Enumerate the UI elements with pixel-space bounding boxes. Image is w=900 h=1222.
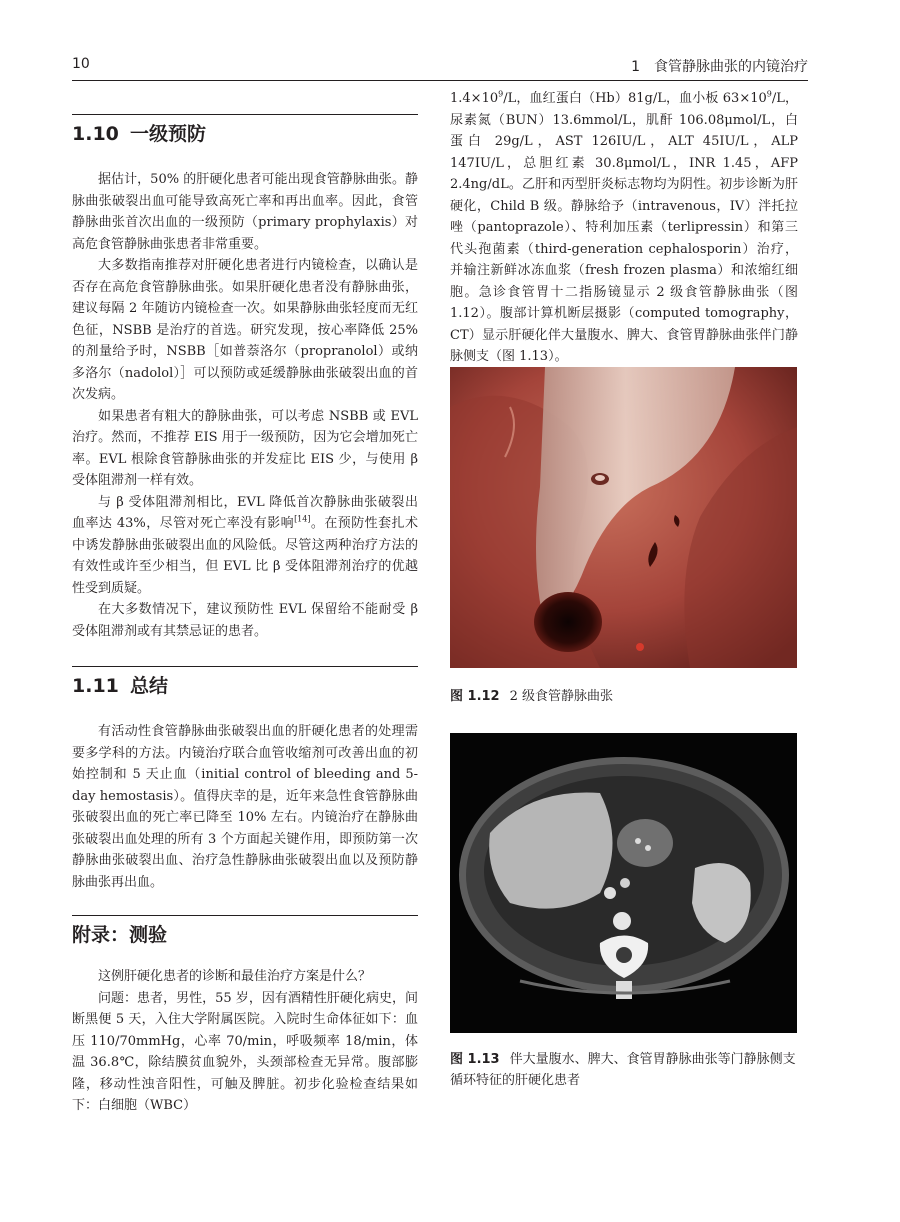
paragraph-text: 与 β 受体阻滞剂相比，EVL 降低首次静脉曲张破裂出血率达 43%，尽管对死亡率没有影响: [72, 494, 418, 531]
figure-1-12-endoscopy-image: [450, 367, 797, 668]
section-number: 1.11: [72, 675, 119, 697]
case-description: 问题：患者，男性，55 岁，因有酒精性肝硬化病史，间断黑便 5 天，入住大学附属医院。入院时生命体征如下：血压 110/70mmHg，心率 70/min，呼吸频率 18/min，体温 36.8℃，除结膜贫血貌外，头颈部检查无异常。腹部膨隆，移动性浊音阳性，可触及脾脏。初步化验检查结果如下：白细胞（WBC）: [72, 990, 418, 1113]
case-continuation: [450, 88, 798, 368]
section-title: 一级预防: [130, 123, 207, 145]
text-run: /L，血红蛋白（Hb）81g/L，血小板 63×10: [503, 91, 767, 106]
ct-scan-illustration: [450, 733, 797, 1033]
text-run: 1.4×10: [450, 91, 499, 106]
paragraph: [72, 492, 418, 600]
paragraph: 据估计，50% 的肝硬化患者可能出现食管静脉曲张。静脉曲张破裂出血可能导致高死亡率和再出血率。因此，食管静脉曲张首次出血的一级预防（primary prophylaxis）对高危食管静脉曲张患者非常重要。: [72, 172, 418, 252]
figure-label: 图 1.13: [450, 1052, 500, 1067]
header-rule: [72, 80, 808, 81]
appendix-title: 附录：测验: [72, 924, 168, 946]
section-number: 1.10: [72, 123, 119, 145]
paragraph: 大多数指南推荐对肝硬化患者进行内镜检查，以确认是否存在高危食管静脉曲张。如果肝硬化患者没有静脉曲张，建议每隔 2 年随访内镜检查一次。如果静脉曲张轻度而无红色征，NSBB 是治疗的首选。研究发现，按心率降低 25% 的剂量给予时，NSBB［如普萘洛尔（propranolol）或纳多洛尔（nadolol）］可以预防或延缓静脉曲张破裂出血的首次发病。: [72, 258, 418, 402]
left-column: [72, 114, 418, 1117]
text-run: /L，尿素氮（BUN）13.6mmol/L，肌酐 106.08μmol/L，白蛋白 29g/L，AST 126IU/L，ALT 45IU/L，ALP 147IU/L，总胆红素 30.8μmol/L，INR 1.45，AFP 2.4ng/dL。乙肝和丙型肝炎标志物均为阴性。初步诊断为肝硬化，Child B 级。静脉给予（intravenous，IV）泮托拉唑（pantoprazole）、特利加压素（terlipressin）和第三代头孢菌素（third-generation cephalosporin）治疗，并输注新鲜冰冻血浆（fresh frozen plasma）和浓缩红细胞。急诊食管胃十二指肠镜显示 2 级食管静脉曲张（图 1.12）。腹部计算机断层摄影（computed tomography，CT）显示肝硬化伴大量腹水、脾大、食管胃静脉曲张伴门静脉侧支（图 1.13）。: [450, 91, 798, 364]
appendix-heading: [72, 915, 418, 948]
figure-caption-text: 伴大量腹水、脾大、食管胃静脉曲张等门静脉侧支循环特征的肝硬化患者: [450, 1052, 796, 1088]
running-chapter-title: 1 食管静脉曲张的内镜治疗: [631, 59, 808, 75]
superscript: 9: [766, 89, 772, 99]
figure-caption-text: 2 级食管静脉曲张: [509, 689, 614, 704]
page-header: [72, 56, 808, 82]
right-column: [450, 88, 798, 368]
superscript: 9: [498, 89, 504, 99]
paragraph: 有活动性食管静脉曲张破裂出血的肝硬化患者的处理需要多学科的方法。内镜治疗联合血管收缩剂可改善出血的初始控制和 5 天止血（initial control of bleeding and 5-day hemostasis）。值得庆幸的是，近年来急性食管静脉曲张破裂出血的死亡率已降至 10% 左右。内镜治疗在静脉曲张破裂出血处理的所有 3 个方面起关键作用，即预防第一次静脉曲张破裂出血、治疗急性静脉曲张破裂出血以及预防静脉曲张再出血。: [72, 724, 418, 890]
figure-1-13-ct-image: [450, 733, 797, 1033]
page-number: 10: [72, 56, 90, 72]
endoscopy-illustration: [450, 367, 797, 668]
figure-label: 图 1.12: [450, 689, 500, 704]
paragraph: 在大多数情况下，建议预防性 EVL 保留给不能耐受 β 受体阻滞剂或有其禁忌证的患者。: [72, 602, 418, 639]
section-heading-1-10: [72, 114, 418, 147]
quiz-question: 这例肝硬化患者的诊断和最佳治疗方案是什么？: [98, 969, 372, 984]
figure-1-12-caption: [450, 686, 798, 707]
paragraph: 如果患者有粗大的静脉曲张，可以考虑 NSBB 或 EVL 治疗。然而，不推荐 EIS 用于一级预防，因为它会增加死亡率。EVL 根除食管静脉曲张的并发症比 EIS 少，与使用 β 受体阻滞剂一样有效。: [72, 408, 418, 488]
citation-ref: [14]: [294, 514, 311, 524]
section-title: 总结: [130, 675, 169, 697]
figure-1-13-caption: [450, 1049, 798, 1091]
paragraph-text: 。在预防性套扎术中诱发静脉曲张破裂出血的风险低。尽管这两种治疗方法的有效性或许至少相当，但 EVL 比 β 受体阻滞剂治疗的优越性受到质疑。: [72, 516, 418, 596]
section-heading-1-11: [72, 666, 418, 699]
